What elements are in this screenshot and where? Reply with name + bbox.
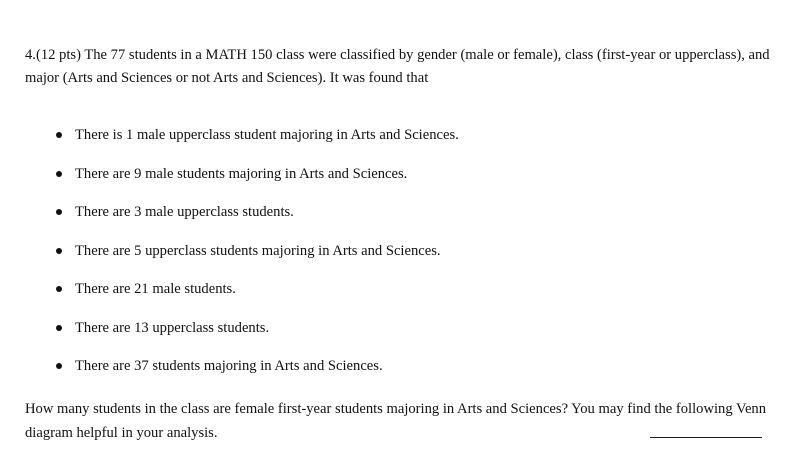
- bullet-icon: [56, 171, 62, 177]
- fact-item: [54, 203, 459, 242]
- fact-text: There are 5 upperclass students majoring in Arts and Sciences.: [75, 242, 441, 259]
- problem-intro-text: The 77 students in a MATH 150 class were classified by gender (male or female), class (first-year or upperclass), and major (Arts and Sciences or not Arts and Sciences). It was found that: [25, 47, 770, 86]
- fact-text: There are 21 male students.: [75, 281, 236, 297]
- fact-text: There are 13 upperclass students.: [75, 319, 270, 336]
- fact-text: There are 37 students majoring in Arts and Sciences.: [75, 358, 383, 374]
- bullet-icon: [56, 248, 62, 254]
- question-text: How many students in the class are female first-year students majoring in Arts and Sciences? You may find the following Venn diagram helpful in your analysis.: [25, 401, 767, 441]
- fact-item: [54, 126, 459, 165]
- fact-item: [54, 319, 459, 358]
- fact-text: There is 1 male upperclass student majoring in Arts and Sciences.: [75, 127, 459, 143]
- bullet-icon: [56, 325, 62, 331]
- problem-points: (12 pts): [35, 47, 81, 63]
- bullet-icon: [56, 286, 62, 292]
- bullet-icon: [56, 132, 62, 138]
- bullet-icon: [56, 209, 62, 215]
- problem-number-label: 4.: [25, 47, 36, 63]
- facts-list: [54, 126, 459, 396]
- fact-item: [54, 242, 459, 281]
- problem-number: [25, 47, 81, 63]
- fact-text: There are 9 male students majoring in Arts and Sciences.: [75, 165, 408, 182]
- bullet-icon: [56, 363, 62, 369]
- fact-text: There are 3 male upperclass students.: [75, 204, 294, 220]
- problem-intro: [25, 44, 770, 90]
- fact-item: [54, 280, 459, 319]
- fact-item: [54, 357, 459, 396]
- fact-item: [54, 165, 459, 204]
- answer-blank[interactable]: [650, 437, 762, 438]
